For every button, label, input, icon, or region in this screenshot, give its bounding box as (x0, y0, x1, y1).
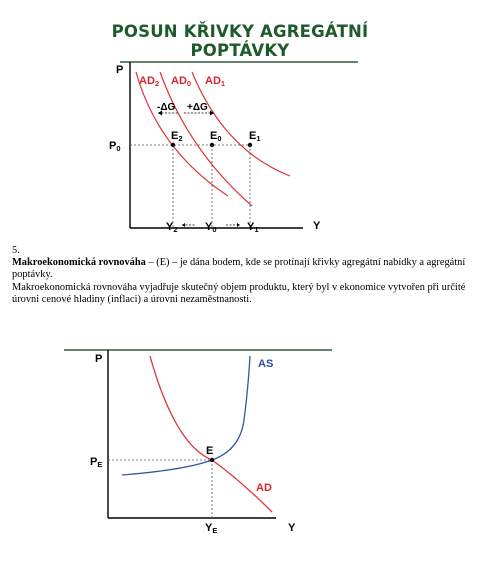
y-axis-label-2: Y (288, 522, 296, 534)
e1-label: E1 (249, 130, 261, 143)
page-title-line2: POPTÁVKY (190, 41, 290, 60)
definition-rest: – (E) – je dána bodem, kde se protínají křivky agregátní nabídky a agregátní poptávky. (12, 257, 466, 281)
ad2-label: AD2 (139, 75, 160, 88)
e2-label: E2 (171, 130, 183, 143)
as-curve (122, 356, 250, 475)
section-number: 5. (12, 245, 20, 256)
pe-label: PE (90, 456, 103, 469)
ad1-label: AD1 (205, 75, 226, 88)
explanation-paragraph: Makroekonomická rovnováha vyjadřuje skutečný objem produktu, který byl v ekonomice vytvořen při určité úrovni cenové hladiny (inflaci) a úrovni nezaměstnanosti. (12, 281, 466, 305)
ad0-label: AD0 (171, 75, 192, 88)
e0-label: E0 (210, 130, 222, 143)
y0-label: Y0 (205, 221, 217, 234)
p0-label: P0 (109, 140, 121, 153)
ad-label: AD (256, 482, 272, 494)
y1-label: Y1 (247, 221, 259, 234)
plus-dg-label: +ΔG (187, 102, 208, 113)
y-axis-label: Y (313, 220, 321, 232)
p-axis-label-2: P (95, 353, 103, 365)
page-title-line1: POSUN KŘIVKY AGREGÁTNÍ (111, 22, 369, 41)
ye-label: YE (205, 522, 218, 535)
e-label: E (206, 445, 214, 457)
minus-dg-label: -ΔG (157, 102, 176, 113)
definition-heading: Makroekonomická rovnováha (12, 257, 146, 269)
as-label: AS (258, 358, 274, 370)
y2-label: Y2 (166, 221, 178, 234)
p-axis-label: P (116, 64, 124, 76)
ad-curve (150, 356, 272, 512)
equilibrium-point (210, 458, 214, 462)
